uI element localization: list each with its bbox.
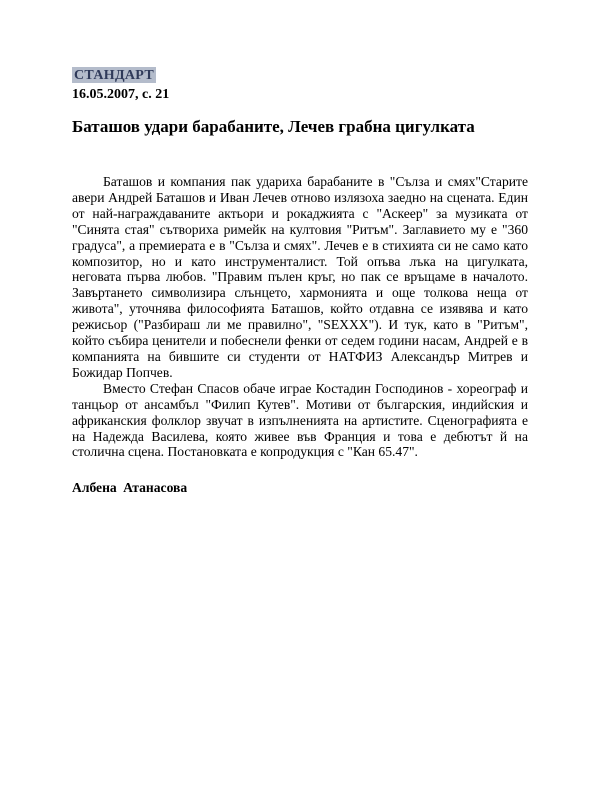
document-page xyxy=(72,66,528,496)
article-headline: Баташов удари барабаните, Лечев грабна цигулката xyxy=(72,117,475,136)
dateline: 16.05.2007, с. 21 xyxy=(72,87,170,102)
article-author: Албена Атанасова xyxy=(72,480,188,496)
article-body xyxy=(72,174,528,460)
article-paragraph: Вместо Стефан Спасов обаче играе Костадин Господинов - хореограф и танцьор от ансамбъл "Филип Кутев". Мотиви от българския, индийския и африканския фолклор звучат в изпълненията на артистите. Сценографията е на Надежда Василева, която живее във Франция и това е дебютът й на столична сцена. Постановката е копродукция с "Кан 65.47". xyxy=(72,380,528,460)
article-paragraph: Баташов и компания пак удариха барабаните в "Сълза и смях"Старите авери Андрей Баташов и Иван Лечев отново излязоха заедно на сцената. Един от най-награждаваните актьори и рокаджията с "Аскеер" за музиката от "Синята стая" сътвориха римейк на култовия "Ритъм". Заглавието му е "360 градуса", а премиерата е в "Сълза и смях". Лечев е в стихията си не само като композитор, но и като инструменталист. Той опъва лъка на цигулката, неговата първа любов. "Правим пълен кръг, но пак се връщаме в началото. Завъртането символизира слънцето, хармонията и още толкова неща от живота", уточнява философията Баташов, който отдавна се изявява и като режисьор ("Разбираш ли ме правилно", "SEXXX"). И тук, като в "Ритъм", който събира ценители и побеснели фенки от седем години насам, Андрей е в компанията на бившите си студенти от НАТФИЗ Александър Митрев и Божидар Попчев. xyxy=(72,174,528,380)
newspaper-logo: СТАНДАРТ xyxy=(74,68,154,83)
